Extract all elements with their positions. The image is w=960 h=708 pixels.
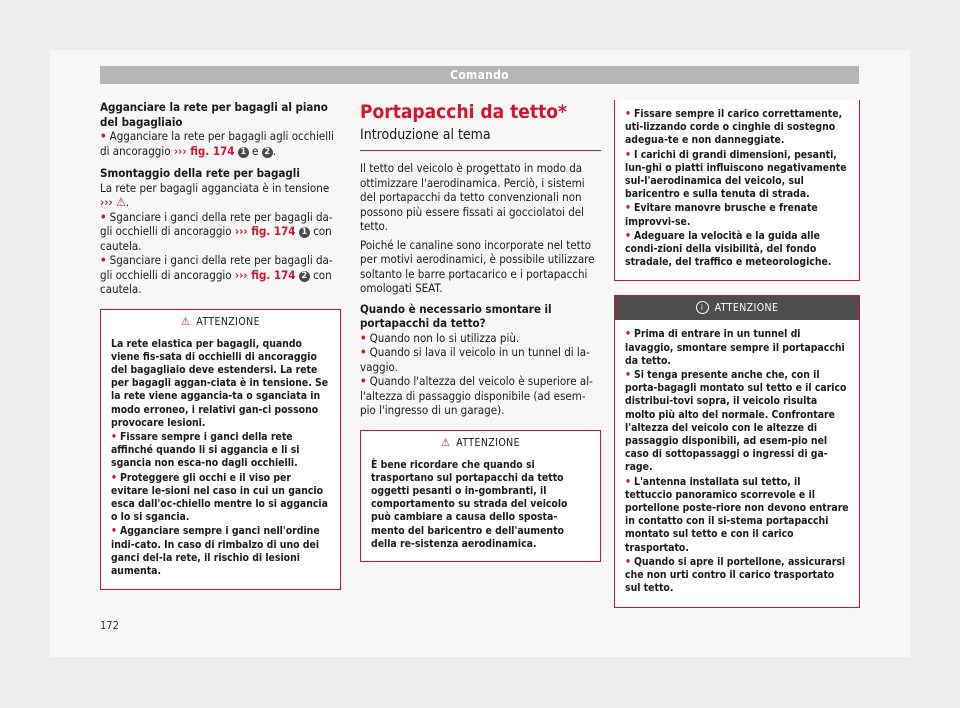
bullet-icon: • (111, 471, 117, 484)
warning-box-continued (614, 100, 860, 281)
intro-paragraph: Il tetto del veicolo è progettato in modo da ottimizzare l'aerodinamica. Perciò, i sistemi del portapacchi da tetto convenzionali non possono più essere fissati ai gocciolatoi del tetto. (360, 161, 585, 233)
list-item: • Quando l'altezza del veicolo è superiore al-l'altezza di passaggio disponibile (ad esem-pio l'ingresso di un garage). (360, 374, 593, 417)
bullet-icon: • (625, 202, 631, 215)
warning-box-header: ⚠ ATTENZIONE (361, 431, 600, 455)
bullet-icon: • (625, 369, 631, 382)
figure-link[interactable]: ››› fig. 174 (173, 143, 235, 158)
warning-box-header: i ATTENZIONE (615, 296, 859, 320)
page-number: 172 (100, 619, 119, 632)
column-middle (360, 100, 601, 562)
bullet-attach: • Agganciare la rete per bagagli agli occhielli di ancoraggio ››› fig. 174 1 e 2 . (100, 129, 334, 158)
figure-link[interactable]: ››› fig. 174 (234, 267, 296, 282)
warning-box-car-wash (614, 295, 860, 607)
bullet-icon: • (100, 209, 107, 224)
bullet-icon: • (360, 330, 367, 345)
warning-box-net (100, 309, 341, 591)
callout-2: 2 (262, 147, 273, 158)
list-item: • Quando non lo si utilizza più. (360, 330, 520, 345)
heading-when-remove: Quando è necessario smontare il portapacchi da tetto? (360, 301, 552, 330)
bullet-icon: • (625, 108, 631, 120)
warning-box-body: • Fissare sempre il carico correttamente, uti-lizzando corde o cinghie di sostegno adegua-te e non danneggiate. • I carichi di grandi dimensioni, pesanti, lun-ghi o piatti influiscono negativamente sul-l'aerodinamica del veicolo, sul baricentro e sulla tenuta di strada. • Evitare manovre brusche e frenate improvvi-se. • Adeguare la velocità e la guida alle condi-zioni della visibilità, del fondo stradale, del traffico e meteorologiche. (625, 108, 847, 269)
info-icon: i (696, 301, 709, 314)
bullet-icon: • (100, 253, 107, 267)
bullet-icon: • (360, 374, 367, 388)
bullet-icon: • (111, 430, 117, 443)
warning-box-roof (360, 430, 601, 562)
heading-remove-net: Smontaggio della rete per bagagli (100, 166, 300, 180)
bullet-icon: • (625, 475, 631, 488)
section-header: Comando (100, 66, 859, 84)
warning-box-header: ⚠ ATTENZIONE (101, 310, 340, 334)
callout-1: 1 (299, 227, 310, 238)
bullet-icon: • (111, 525, 117, 538)
callout-1: 1 (238, 147, 249, 158)
bullet-unhook-2: • Sganciare i ganci della rete per bagagli da-gli occhielli di ancoraggio ››› fig. 174 2 con cautela. (100, 253, 333, 296)
heading-attach-net: Agganciare la rete per bagagli al piano del bagagliaio (100, 100, 328, 129)
warning-icon: ⚠ (180, 314, 191, 328)
bullet-icon: • (625, 555, 631, 568)
warning-box-body: È bene ricordare che quando si trasportano sul portapacchi da tetto oggetti pesanti o in-gombranti, il comportamento su strada del veicolo può cambiare a causa dello sposta-mento del baricentro e dell'aumento della re-sistenza aerodinamica. (371, 458, 568, 550)
bullet-icon: • (100, 129, 107, 143)
bullet-icon: • (625, 148, 631, 161)
section-title: Portapacchi da tetto* (360, 101, 567, 123)
warning-box-body: • Prima di entrare in un tunnel di lavaggio, smontare sempre il portapacchi da tetto. • Si tenga presente anche che, con il porta-bagagli montato sul tetto e il carico distribui-tovi sopra, il veicolo risulta molto più alto del normale. Confrontare l'altezza del veicolo con le altezze di passaggio disponibili, ad esem-pio nel caso di sottopassaggi o ingressi di ga-rage. • L'antenna installata sul tetto, il tettuccio panoramico scorrevole e il portellone poste-riore non devono entrare in contatto con il si-stema portapacchi montato sul tetto e con il carico trasportato. • Quando si apre il portellone, assicurarsi che non urti contro il carico trasportato sul tetto. (625, 328, 849, 595)
figure-link[interactable]: ››› fig. 174 (234, 224, 296, 238)
second-paragraph: Poiché le canaline sono incorporate nel tetto per motivi aerodinamici, è possibile utilizzare soltanto le barre portacarico e i portapacchi omologati SEAT. (360, 237, 595, 295)
section-subtitle: Introduzione al tema (360, 124, 601, 151)
bullet-unhook-1: • Sganciare i ganci della rete per bagagli da-gli occhielli di ancoraggio ››› fig. 174 1 con cautela. (100, 209, 333, 253)
column-left (100, 100, 341, 590)
warning-icon: ⚠ (440, 435, 451, 449)
warning-link[interactable]: ››› (100, 195, 113, 209)
warning-icon: ⚠ (116, 195, 126, 209)
callout-2: 2 (299, 271, 310, 282)
bullet-icon: • (625, 328, 631, 341)
warning-box-body: La rete elastica per bagagli, quando viene fis-sata di occhielli di ancoraggio del bagagliaio deve estendersi. La rete per bagagli aggan-ciata è in tensione. Se la rete viene aggancia-ta o sganciata in modo erroneo, i relativi gan-ci possono provocare lesioni. • Fissare sempre i ganci della rete affinché quando li si aggancia e li si sgancia non esca-no dagli occhielli. • Proteggere gli occhi e il viso per evitare le-sioni nel caso in cui un gancio esca dall'oc-chiello mentre lo si aggancia o lo si sgancia. • Agganciare sempre i ganci nell'ordine indi-cato. In caso di rimbalzo di uno dei ganci del-la rete, il rischio di lesioni aumenta. (111, 337, 329, 577)
bullet-icon: • (360, 345, 367, 359)
list-item: • Quando si lava il veicolo in un tunnel di la-vaggio. (360, 345, 590, 374)
column-right (614, 100, 860, 608)
bullet-icon: • (625, 229, 631, 242)
tension-note: La rete per bagagli agganciata è in tensione ››› ⚠. (100, 180, 330, 209)
